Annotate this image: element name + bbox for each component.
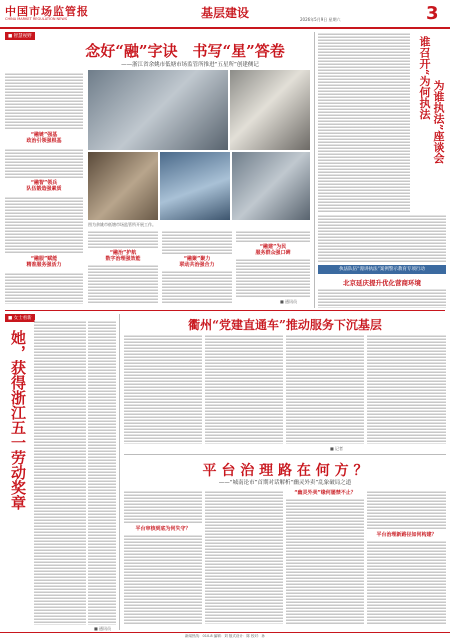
newspaper-logo-subtitle: CHINA MARKET REGULATION NEWS [5,17,68,21]
right-vertical-headline-2: 为谁执法”座谈会 [432,80,445,164]
bottom-story-body-b [205,490,283,624]
team-photo [88,70,228,150]
left-story-tag: ■ 女士看新 [5,314,35,322]
subhead-note-1: 政治引领强根基 [26,138,62,144]
left-story-reporter: ■ 通讯员 [94,626,112,631]
right-story-body-c [318,288,446,308]
mid-story-body-b [205,334,283,444]
award-photo [230,70,310,150]
section-title: 基层建设 [200,6,249,20]
top-story-body-col1d [5,272,83,304]
subhead-note-5: 联动共治强合力 [179,262,215,268]
top-story-tag: ■ 智慧视野 [5,32,35,40]
top-story-body-col2b [88,264,158,304]
subhead-note-6: 服务群众强口碑 [255,250,291,256]
top-story-reporter: ■ 通讯员 [280,299,298,304]
left-column-divider [119,314,120,630]
mid-story-body-d [367,334,446,444]
question-1: 平台审核到底为何失守？ [135,526,191,532]
top-story-body-col4b [236,258,310,298]
subhead-note-2: 队伍锻造强素质 [26,186,62,192]
bottom-story-body-d1 [367,490,446,530]
top-story-body-col1 [5,72,83,130]
subhead-3: “融服”赋能 [30,256,58,262]
issue-date: 2026年5月9日 星期六 [300,17,341,22]
bottom-story-body-a2 [124,534,202,624]
left-story-body-b [88,320,116,625]
question-2: “幽灵外卖”缘何屡禁不止？ [294,490,356,496]
top-story-body-col3a [162,230,232,254]
left-vertical-headline: 她，获得浙江五一劳动奖章 [9,330,27,510]
newspaper-logo: 中国市场监管报 [5,5,89,18]
right-lower-headline: 北京延庆提升优化营商环境 [343,279,421,287]
subhead-block-5 [162,256,232,268]
top-story-body-col1b [5,148,83,178]
subhead-block-1 [5,132,83,144]
subhead-6: “融建”为民 [259,244,287,250]
page-number: 3 [426,3,439,24]
question-3: 平台治理新路径如何构建？ [376,532,437,538]
subhead-block-3 [5,256,83,268]
footer: 新闻热线：010-8 编辑：刘 版式设计：陈 校对：孙 [0,632,450,641]
bottom-story-body-d2 [367,540,446,624]
bottom-story-body-a1 [124,490,202,524]
mid-story-headline: 衢州“党建直通车”推动服务下沉基层 [188,318,382,332]
subhead-4: “融治”护航 [109,250,137,256]
top-story-body-col3b [162,270,232,304]
mid-story-reporter: ■ 记者 [330,446,344,451]
mid-story-body-a [124,334,202,444]
bottom-story-headline: 平 台 治 理 路 在 何 方 ？ [202,463,368,479]
subhead-block-4 [88,250,158,262]
subhead-5: “融聚”聚力 [183,256,211,262]
mid-story-body-c [286,334,364,444]
subhead-note-4: 数字治理强效能 [105,256,141,262]
right-banner: 执法队伍“漫讲执法”案例警示教育专项行动 [318,265,446,274]
right-vertical-headline-1: 谁召开“为何执法 [418,36,431,120]
subhead-2: “融智”领兵 [30,180,58,186]
right-story-body-b [318,214,446,262]
subhead-note-3: 精准服务强活力 [26,262,62,268]
subhead-block-2 [5,180,83,192]
subhead-block-6 [236,244,310,256]
bottom-story-divider [124,454,446,455]
top-story-headline: 念好“融”字诀 书写“星”答卷 [85,42,285,60]
inspection-photo [88,152,158,220]
top-story-subheadline: ——浙江省余姚市低塘市场监管所推进“五星所”创建侧记 [121,62,259,68]
top-story-body-col1c [5,196,83,254]
bottom-story-subheadline: ——“城南论市”首期对话解析“幽灵外卖”乱象破局之道 [218,480,352,486]
top-story-body-col4a [236,230,310,242]
photo-caption: 图为余姚市低塘市场监管所开展工作。 [88,222,156,227]
column-divider [314,32,315,308]
subhead-1: “融链”强基 [30,132,58,138]
right-story-body-a [318,32,410,212]
masthead [0,0,450,29]
service-photo [232,152,310,220]
meeting-photo [160,152,230,220]
section-divider [5,310,445,311]
bottom-story-body-c [286,498,364,624]
top-story-body-col2a [88,230,158,248]
left-story-body-a [34,320,86,625]
